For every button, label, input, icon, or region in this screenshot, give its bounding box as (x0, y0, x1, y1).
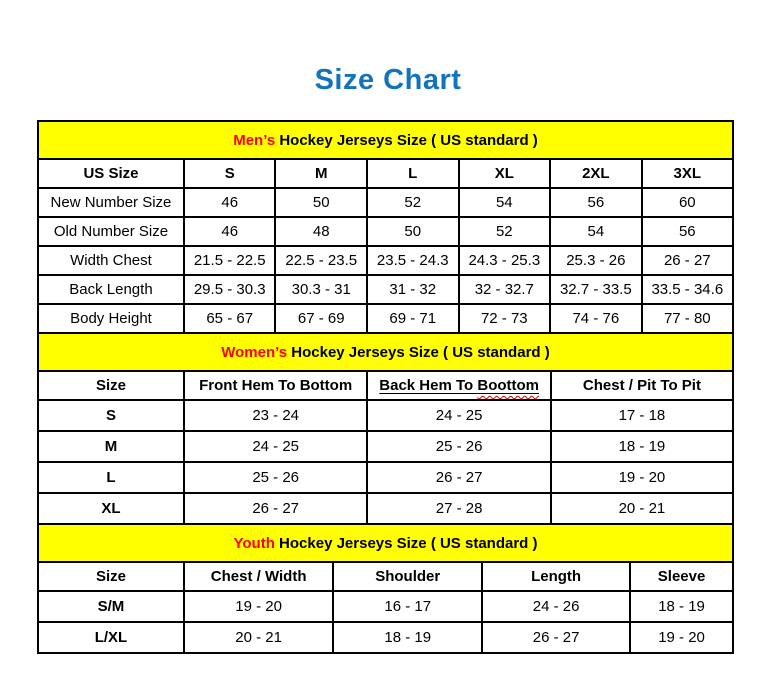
youth-title-highlight: Youth (233, 534, 275, 552)
table-cell: 48 (275, 217, 367, 246)
table-cell: 17 - 18 (551, 400, 733, 431)
table-cell: 26 - 27 (642, 246, 733, 275)
table-row (38, 400, 733, 431)
mens-section-title (38, 121, 733, 159)
table-cell: 72 - 73 (459, 304, 551, 333)
column-header: 2XL (550, 159, 642, 188)
table-cell: 77 - 80 (642, 304, 733, 333)
table-row (38, 188, 733, 217)
table-row (38, 431, 733, 462)
table-cell: 32 - 32.7 (459, 275, 551, 304)
row-label: L/XL (38, 622, 184, 653)
table-cell: 30.3 - 31 (275, 275, 367, 304)
table-cell: 26 - 27 (367, 462, 550, 493)
youth-size-table (37, 523, 734, 654)
table-row (38, 622, 733, 653)
womens-title-highlight: Women’s (221, 343, 288, 361)
mens-title-highlight: Men’s (233, 131, 276, 149)
misspelled-word: Boottom (477, 377, 540, 394)
table-row (38, 246, 733, 275)
row-label: Old Number Size (38, 217, 184, 246)
table-cell: 46 (184, 188, 276, 217)
table-cell: 50 (275, 188, 367, 217)
table-cell: 20 - 21 (184, 622, 333, 653)
column-header: XL (459, 159, 551, 188)
column-header: Chest / Width (184, 562, 333, 591)
table-cell: 29.5 - 30.3 (184, 275, 276, 304)
column-header: US Size (38, 159, 184, 188)
table-row (38, 591, 733, 622)
table-row (38, 275, 733, 304)
table-cell: 24.3 - 25.3 (459, 246, 551, 275)
table-cell: 24 - 25 (367, 400, 550, 431)
table-cell: 60 (642, 188, 733, 217)
table-cell: 46 (184, 217, 276, 246)
table-cell: 25.3 - 26 (550, 246, 642, 275)
column-header: Chest / Pit To Pit (551, 371, 733, 400)
row-label: S/M (38, 591, 184, 622)
row-label: M (38, 431, 184, 462)
table-cell: 16 - 17 (333, 591, 482, 622)
table-row (38, 217, 733, 246)
table-cell: 52 (367, 188, 459, 217)
column-header: Size (38, 562, 184, 591)
column-header: M (275, 159, 367, 188)
table-cell: 50 (367, 217, 459, 246)
table-cell: 23.5 - 24.3 (367, 246, 459, 275)
table-cell: 56 (550, 188, 642, 217)
womens-size-table (37, 332, 734, 525)
column-header: Size (38, 371, 184, 400)
row-label: New Number Size (38, 188, 184, 217)
table-cell: 21.5 - 22.5 (184, 246, 276, 275)
youth-section-title (38, 524, 733, 562)
table-cell: 22.5 - 23.5 (275, 246, 367, 275)
row-label: Width Chest (38, 246, 184, 275)
row-label: Body Height (38, 304, 184, 333)
table-cell: 19 - 20 (551, 462, 733, 493)
table-cell: 18 - 19 (551, 431, 733, 462)
column-header (367, 371, 550, 400)
table-cell: 54 (459, 188, 551, 217)
table-cell: 26 - 27 (482, 622, 630, 653)
table-cell: 25 - 26 (184, 462, 367, 493)
column-header: Length (482, 562, 630, 591)
header-text: Back Hem To (379, 377, 478, 394)
page-title: Size Chart (314, 64, 462, 96)
table-cell: 67 - 69 (275, 304, 367, 333)
row-label: L (38, 462, 184, 493)
mens-size-table (37, 120, 734, 334)
size-tables (37, 120, 734, 654)
table-cell: 27 - 28 (367, 493, 550, 524)
womens-header-row (38, 371, 733, 400)
table-cell: 19 - 20 (184, 591, 333, 622)
mens-title-text: Hockey Jerseys Size ( US standard ) (275, 131, 538, 149)
table-row (38, 493, 733, 524)
table-cell: 33.5 - 34.6 (642, 275, 733, 304)
table-cell: 52 (459, 217, 551, 246)
table-row (38, 462, 733, 493)
table-cell: 18 - 19 (333, 622, 482, 653)
youth-title-text: Hockey Jerseys Size ( US standard ) (274, 534, 538, 552)
womens-section-title (38, 333, 733, 371)
column-header: Sleeve (630, 562, 733, 591)
table-cell: 31 - 32 (367, 275, 459, 304)
table-cell: 74 - 76 (550, 304, 642, 333)
table-cell: 26 - 27 (184, 493, 367, 524)
table-cell: 54 (550, 217, 642, 246)
table-cell: 20 - 21 (551, 493, 733, 524)
table-cell: 24 - 25 (184, 431, 367, 462)
table-cell: 19 - 20 (630, 622, 733, 653)
table-row (38, 304, 733, 333)
table-cell: 23 - 24 (184, 400, 367, 431)
womens-title-band (38, 333, 733, 371)
table-cell: 65 - 67 (184, 304, 276, 333)
mens-header-row (38, 159, 733, 188)
row-label: XL (38, 493, 184, 524)
column-header: Front Hem To Bottom (184, 371, 367, 400)
youth-title-band (38, 524, 733, 562)
table-cell: 69 - 71 (367, 304, 459, 333)
row-label: Back Length (38, 275, 184, 304)
table-cell: 56 (642, 217, 733, 246)
column-header: 3XL (642, 159, 733, 188)
table-cell: 24 - 26 (482, 591, 630, 622)
row-label: S (38, 400, 184, 431)
column-header: Shoulder (333, 562, 482, 591)
table-cell: 18 - 19 (630, 591, 733, 622)
underlined-header (379, 377, 539, 394)
table-cell: 32.7 - 33.5 (550, 275, 642, 304)
column-header: S (184, 159, 276, 188)
womens-title-text: Hockey Jerseys Size ( US standard ) (287, 343, 550, 361)
column-header: L (367, 159, 459, 188)
table-cell: 25 - 26 (367, 431, 550, 462)
youth-header-row (38, 562, 733, 591)
mens-title-band (38, 121, 733, 159)
